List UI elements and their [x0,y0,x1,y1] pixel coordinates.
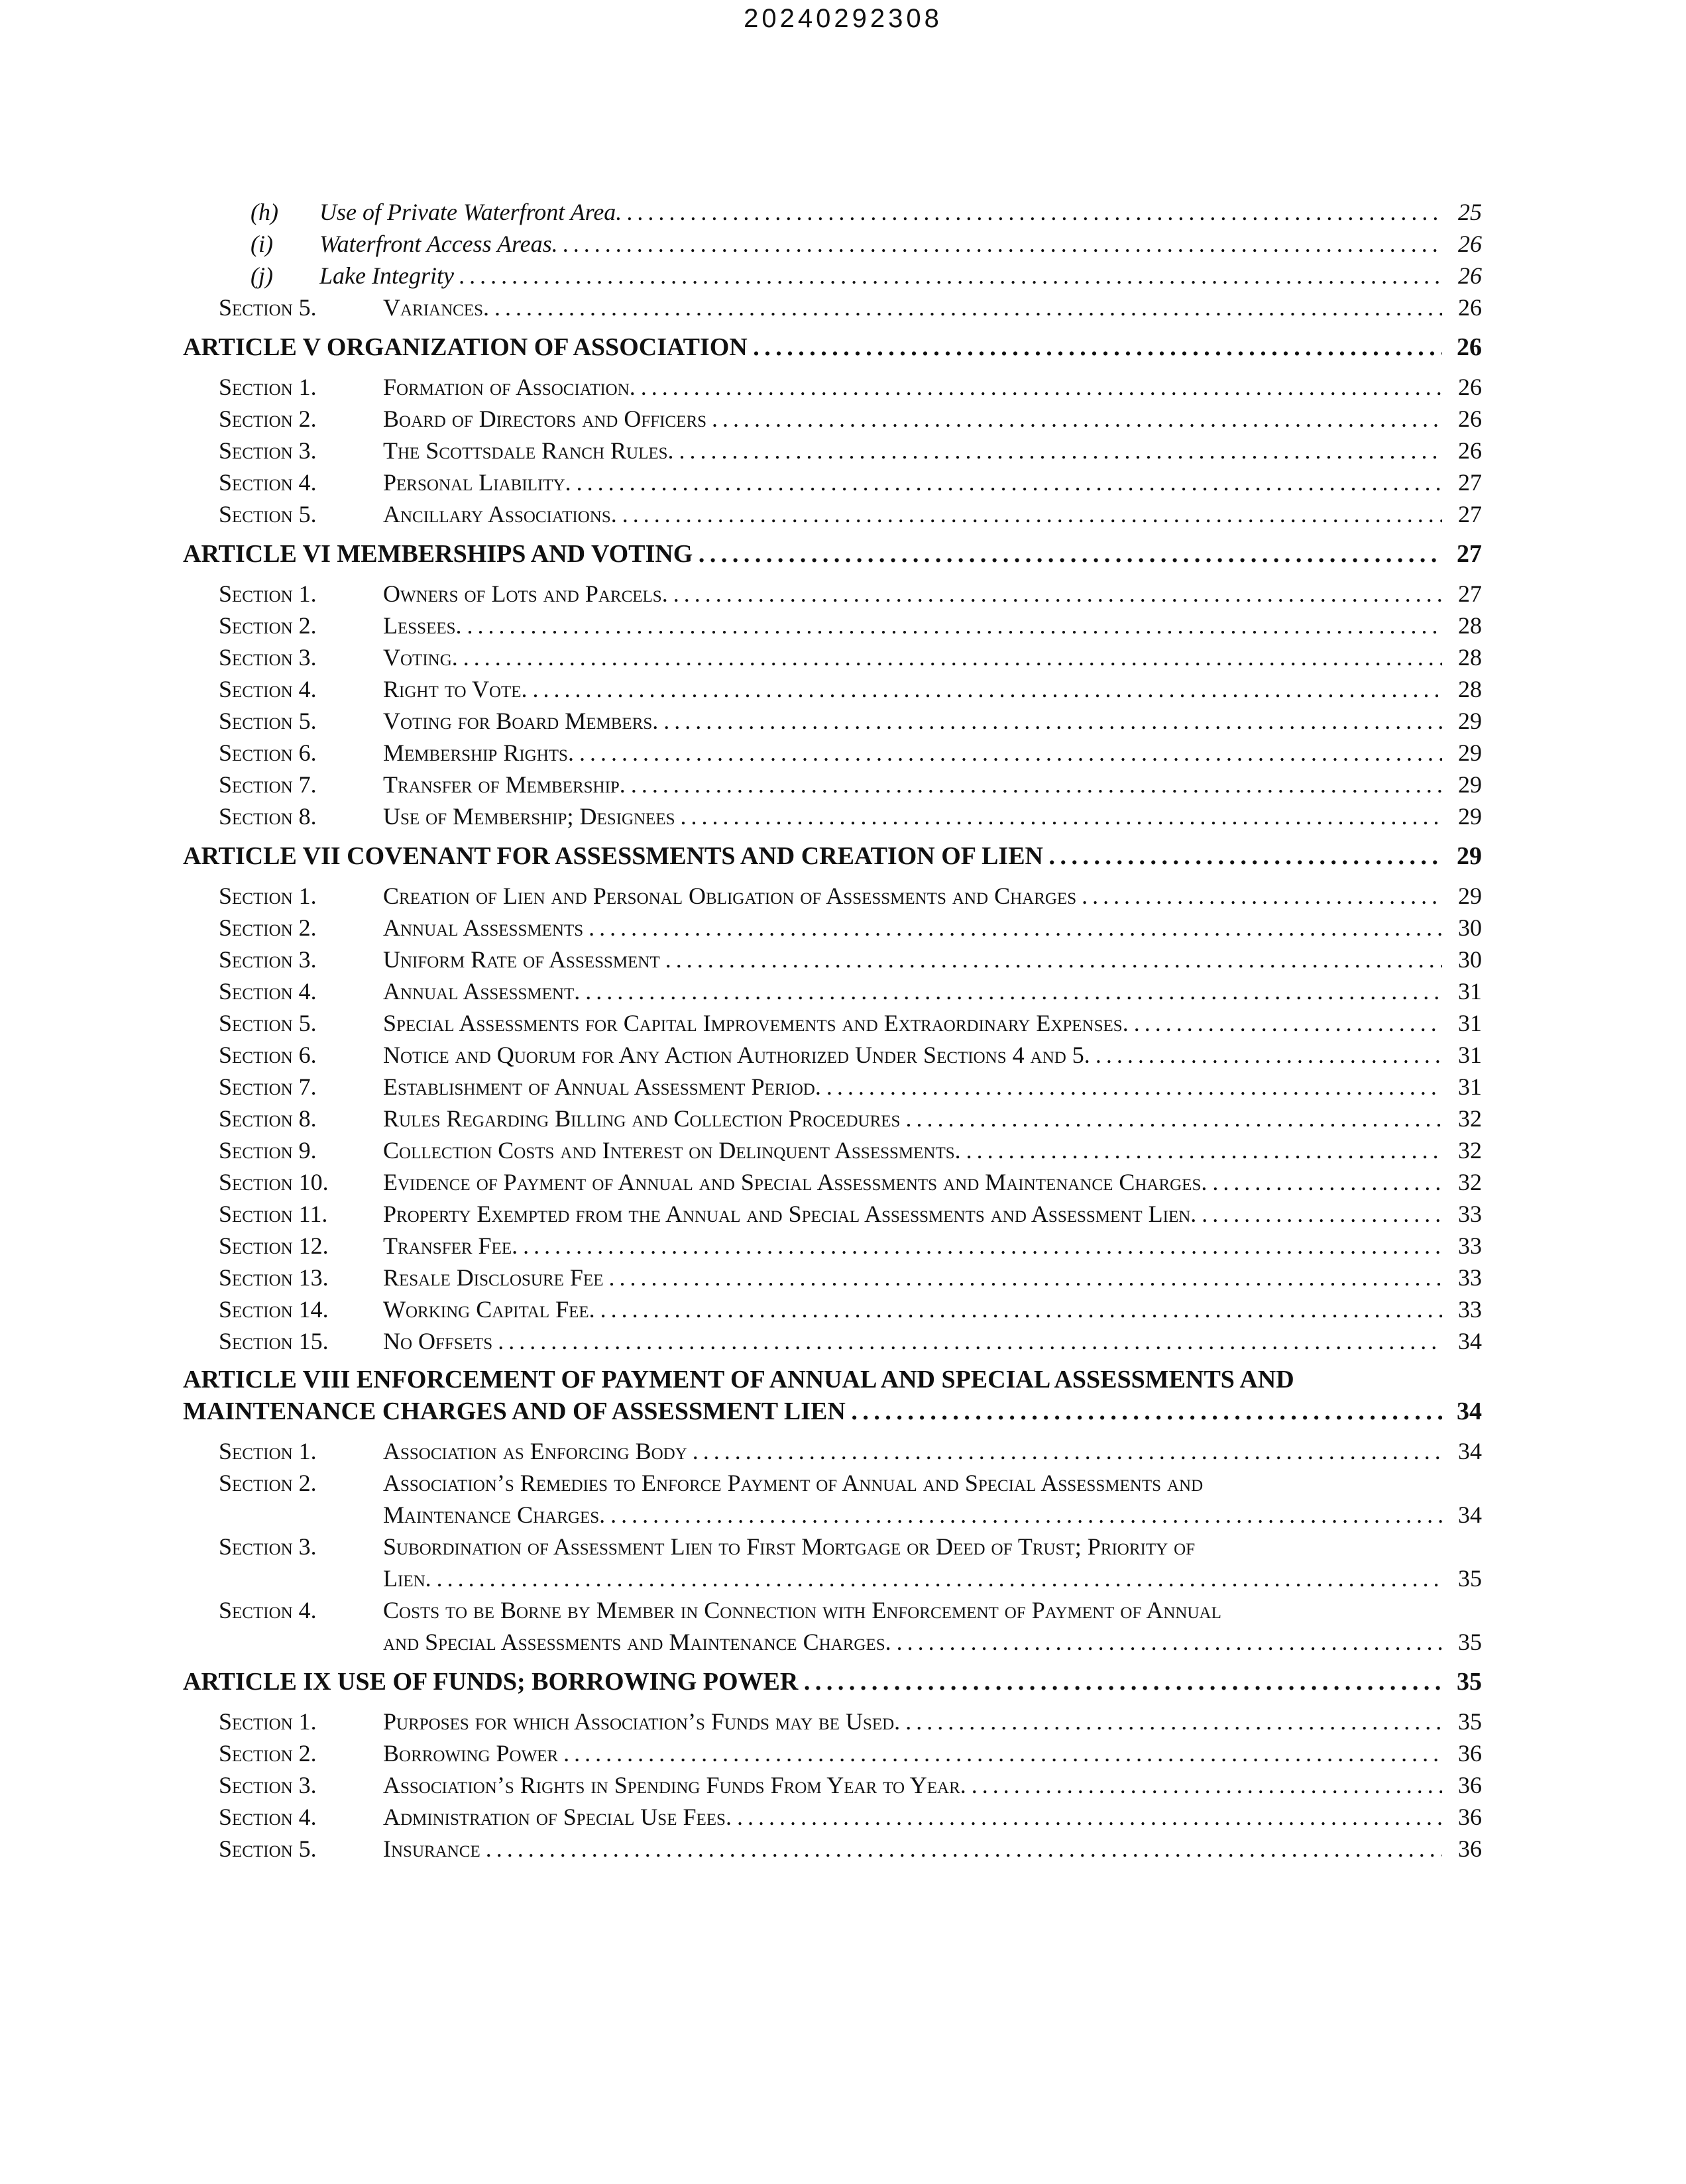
toc-entry-title: Formation of Association. . . . [383,371,1442,403]
toc-entry-page: 29 [1458,771,1482,798]
toc-entry-title: Annual Assessment. . . . [383,975,1442,1007]
toc-entry-title: ARTICLE VII COVENANT FOR ASSESSMENTS AND CREATION OF LIEN . . . [183,832,1442,880]
toc-entry-title: Uniform Rate of Assessment . . . [383,944,1442,975]
toc-entry-page: 34 [1458,1328,1482,1354]
toc-entry-page: 26 [1457,333,1482,361]
toc-entry [183,1230,1482,1262]
toc-entry [183,944,1482,975]
toc-entry-label: Section 4. [219,1804,317,1830]
toc-entry-title: Transfer of Membership. . . . [383,769,1442,800]
toc-entry-page: 27 [1458,469,1482,496]
toc-entry-page: 33 [1458,1296,1482,1323]
toc-entry-page: 26 [1458,437,1482,464]
toc-entry [183,228,1482,260]
toc-entry-page: 34 [1457,1397,1482,1425]
toc-entry-label: Section 5. [219,1010,317,1036]
toc-entry [183,800,1482,832]
toc-entry [183,1626,1482,1658]
toc-entry-title: Right to Vote. . . . [383,673,1442,705]
toc-entry-label: Section 2. [219,914,317,941]
toc-entry-label: Section 5. [219,1835,317,1862]
toc-entry [183,1658,1482,1706]
toc-entry-page: 34 [1458,1438,1482,1464]
toc-entry-title: Association’s Remedies to Enforce Payment of Annual and Special Assessments and [383,1470,1204,1496]
toc-entry-page: 35 [1458,1629,1482,1655]
toc-entry [183,578,1482,610]
toc-entry [183,371,1482,403]
toc-entry-label: Section 3. [219,644,317,671]
toc-entry-page: 33 [1458,1232,1482,1259]
toc-entry [183,705,1482,737]
toc-entry-label: Section 2. [219,406,317,432]
toc-entry-label: (h) [251,199,278,225]
toc-entry-page: 29 [1458,883,1482,909]
toc-entry [183,1801,1482,1833]
toc-entry-title: Board of Directors and Officers . . . [383,403,1442,435]
toc-entry [183,737,1482,769]
toc-entry-title: ARTICLE VIII ENFORCEMENT OF PAYMENT OF ANNUAL AND SPECIAL ASSESSMENTS AND [183,1366,1294,1393]
toc-entry-label: Section 13. [219,1264,329,1291]
toc-entry-label: Section 5. [219,708,317,734]
toc-entry-page: 31 [1458,1010,1482,1036]
toc-entry [183,1435,1482,1467]
toc-entry-title: Ancillary Associations. . . . [383,498,1442,530]
toc-entry-label: Section 3. [219,1772,317,1798]
toc-entry-label: Section 2. [219,1740,317,1767]
toc-entry-title: Use of Membership; Designees . . . [383,800,1442,832]
toc-entry-label: Section 3. [219,1533,317,1560]
toc-entry [183,1395,1482,1435]
toc-entry-title: Notice and Quorum for Any Action Authorized Under Sections 4 and 5. . . . [383,1039,1442,1071]
toc-entry-title: Resale Disclosure Fee . . . [383,1262,1442,1293]
toc-entry-label: Section 12. [219,1232,329,1259]
toc-entry-label: Section 1. [219,1708,317,1735]
toc-entry-title: Purposes for which Association’s Funds may be Used. . . . [383,1706,1442,1737]
toc-entry-title: Evidence of Payment of Annual and Special Assessments and Maintenance Charges. . . . [383,1166,1442,1198]
toc-entry-title: Use of Private Waterfront Area. . . . [319,196,1442,228]
toc-entry-label: Section 8. [219,803,317,830]
toc-entry [183,403,1482,435]
toc-entry [183,292,1482,323]
toc-entry-title: and Special Assessments and Maintenance Charges. . . . [383,1626,1442,1658]
toc-entry-title: Variances. . . . [383,292,1442,323]
toc-entry-title: Collection Costs and Interest on Delinquent Assessments. . . . [383,1134,1442,1166]
toc-entry-title: ARTICLE IX USE OF FUNDS; BORROWING POWER . . . [183,1658,1442,1706]
toc-entry [183,912,1482,944]
toc-entry-title: Annual Assessments . . . [383,912,1442,944]
toc-entry-page: 25 [1458,199,1482,225]
toc-entry-label: (j) [251,262,273,289]
toc-entry-label: Section 5. [219,501,317,527]
toc-entry-label: Section 2. [219,1470,317,1496]
toc-entry-title: MAINTENANCE CHARGES AND OF ASSESSMENT LIEN . . . [183,1395,1442,1427]
toc-entry-label: Section 4. [219,676,317,702]
toc-entry [183,880,1482,912]
toc-entry-title: Creation of Lien and Personal Obligation of Assessments and Charges . . . [383,880,1442,912]
toc-entry-label: Section 1. [219,883,317,909]
toc-entry-title: The Scottsdale Ranch Rules. . . . [383,435,1442,466]
toc-entry-title: Establishment of Annual Assessment Period. . . . [383,1071,1442,1103]
toc-entry-page: 29 [1457,842,1482,870]
toc-entry-label: Section 3. [219,437,317,464]
toc-entry-page: 26 [1458,231,1482,257]
toc-entry-page: 30 [1458,946,1482,973]
toc-entry-page: 29 [1458,708,1482,734]
toc-entry-page: 32 [1458,1137,1482,1164]
toc-entry-title: Personal Liability. . . . [383,466,1442,498]
toc-entry-title: Membership Rights. . . . [383,737,1442,769]
toc-entry [183,1594,1482,1626]
toc-entry-label: Section 1. [219,1438,317,1464]
toc-entry-title: Special Assessments for Capital Improvements and Extraordinary Expenses. . . . [383,1007,1442,1039]
toc-entry [183,466,1482,498]
toc-entry-title: Subordination of Assessment Lien to First Mortgage or Deed of Trust; Priority of [383,1533,1196,1560]
toc-entry-page: 33 [1458,1264,1482,1291]
toc-entry-title: Lien. . . . [383,1562,1442,1594]
toc-entry [183,1071,1482,1103]
toc-entry [183,1769,1482,1801]
toc-entry-page: 26 [1458,374,1482,400]
toc-entry [183,1262,1482,1293]
toc-entry [183,1467,1482,1499]
toc-entry [183,1737,1482,1769]
toc-entry [183,769,1482,800]
toc-entry-page: 27 [1457,540,1482,568]
toc-entry-page: 27 [1458,501,1482,527]
toc-entry [183,1531,1482,1562]
toc-entry-page: 31 [1458,1042,1482,1068]
toc-entry-page: 36 [1458,1804,1482,1830]
toc-entry-label: Section 8. [219,1105,317,1132]
toc-entry [183,1293,1482,1325]
toc-entry-label: Section 6. [219,739,317,766]
toc-entry [183,641,1482,673]
toc-entry-page: 28 [1458,676,1482,702]
toc-entry-label: Section 5. [219,294,317,321]
toc-entry-label: Section 1. [219,580,317,607]
toc-entry-title: Lake Integrity . . . [319,260,1442,292]
toc-entry-label: Section 15. [219,1328,329,1354]
toc-entry [183,1325,1482,1357]
toc-entry-label: Section 9. [219,1137,317,1164]
toc-entry-page: 26 [1458,406,1482,432]
toc-entry-title: Borrowing Power . . . [383,1737,1442,1769]
toc-entry-label: Section 6. [219,1042,317,1068]
toc-entry-page: 34 [1458,1502,1482,1528]
toc-entry-title: ARTICLE V ORGANIZATION OF ASSOCIATION . . . [183,323,1442,371]
document-number: 20240292308 [744,4,942,33]
toc-entry [183,498,1482,530]
toc-entry-label: Section 2. [219,612,317,639]
toc-entry-page: 31 [1458,978,1482,1005]
toc-entry-page: 33 [1458,1201,1482,1227]
toc-entry [183,260,1482,292]
toc-entry-label: Section 10. [219,1169,329,1195]
toc-entry-page: 32 [1458,1105,1482,1132]
toc-entry-label: Section 4. [219,1597,317,1623]
toc-entry [183,196,1482,228]
toc-entry-label: (i) [251,231,273,257]
toc-entry-title: Owners of Lots and Parcels. . . . [383,578,1442,610]
toc-entry-title: Association’s Rights in Spending Funds From Year to Year. . . . [383,1769,1442,1801]
toc-entry [183,975,1482,1007]
toc-entry-page: 35 [1457,1668,1482,1696]
toc-entry [183,1103,1482,1134]
toc-entry [183,832,1482,880]
toc-entry-label: Section 3. [219,946,317,973]
toc-entry-title: ARTICLE VI MEMBERSHIPS AND VOTING . . . [183,530,1442,578]
toc-entry-title: Rules Regarding Billing and Collection Procedures . . . [383,1103,1442,1134]
toc-entry-title: Insurance . . . [383,1833,1442,1865]
toc-entry-page: 30 [1458,914,1482,941]
toc-entry [183,610,1482,641]
toc-entry-label: Section 14. [219,1296,329,1323]
toc-entry-label: Section 11. [219,1201,328,1227]
toc-entry-title: Association as Enforcing Body . . . [383,1435,1442,1467]
toc-entry [183,1039,1482,1071]
toc-entry-title: No Offsets . . . [383,1325,1442,1357]
toc-entry [183,1364,1482,1395]
toc-entry-page: 28 [1458,612,1482,639]
toc-entry [183,673,1482,705]
toc-entry [183,435,1482,466]
toc-entry-page: 26 [1458,294,1482,321]
toc-entry-title: Administration of Special Use Fees. . . . [383,1801,1442,1833]
table-of-contents [183,196,1482,1865]
toc-entry-page: 27 [1458,580,1482,607]
toc-entry-page: 36 [1458,1740,1482,1767]
toc-entry [183,1499,1482,1531]
toc-entry [183,1166,1482,1198]
toc-entry-title: Lessees. . . . [383,610,1442,641]
toc-entry [183,1198,1482,1230]
toc-entry-title: Voting. . . . [383,641,1442,673]
toc-entry-title: Maintenance Charges. . . . [383,1499,1442,1531]
toc-entry [183,323,1482,371]
toc-entry-title: Property Exempted from the Annual and Special Assessments and Assessment Lien. . . . [383,1198,1442,1230]
toc-entry-label: Section 7. [219,1073,317,1100]
toc-entry-title: Working Capital Fee. . . . [383,1293,1442,1325]
toc-entry-page: 32 [1458,1169,1482,1195]
toc-entry [183,1833,1482,1865]
toc-entry-page: 35 [1458,1708,1482,1735]
toc-entry-page: 35 [1458,1565,1482,1592]
toc-entry-page: 29 [1458,739,1482,766]
toc-entry-label: Section 1. [219,374,317,400]
toc-entry [183,1706,1482,1737]
toc-entry-label: Section 4. [219,469,317,496]
toc-entry [183,1007,1482,1039]
toc-entry [183,1562,1482,1594]
toc-entry-title: Voting for Board Members. . . . [383,705,1442,737]
toc-entry-page: 31 [1458,1073,1482,1100]
toc-entry-label: Section 4. [219,978,317,1005]
toc-entry-title: Waterfront Access Areas. . . . [319,228,1442,260]
toc-entry-page: 29 [1458,803,1482,830]
toc-entry-page: 36 [1458,1772,1482,1798]
toc-entry-page: 26 [1458,262,1482,289]
toc-entry-title: Transfer Fee. . . . [383,1230,1442,1262]
toc-entry-label: Section 7. [219,771,317,798]
toc-entry [183,530,1482,578]
toc-entry-page: 36 [1458,1835,1482,1862]
toc-entry-title: Costs to be Borne by Member in Connection with Enforcement of Payment of Annual [383,1597,1221,1623]
toc-entry [183,1134,1482,1166]
toc-entry-page: 28 [1458,644,1482,671]
